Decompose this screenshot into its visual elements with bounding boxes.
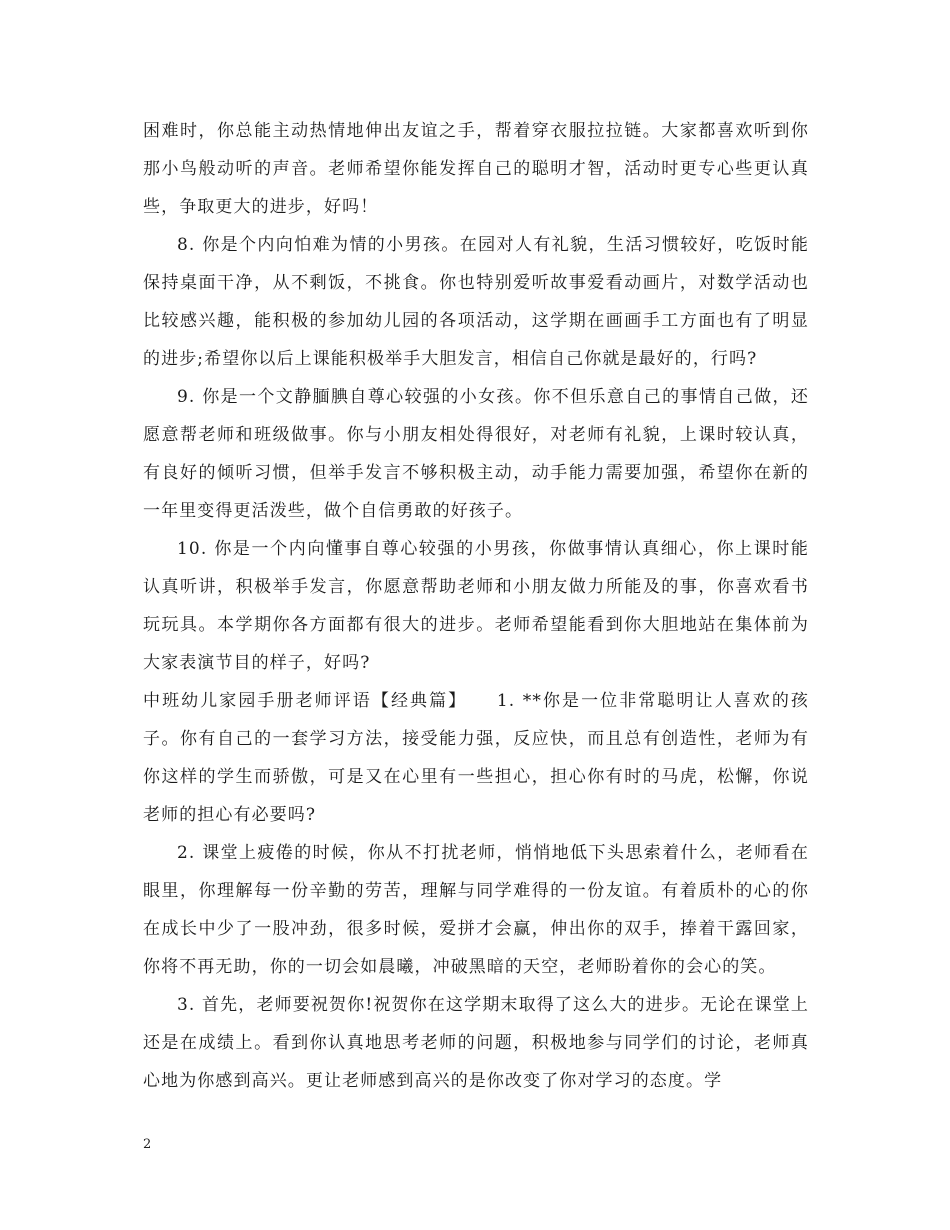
page-number: 2: [143, 1137, 152, 1152]
section-heading-paragraph: 中班幼儿家园手册老师评语【经典篇】 1. **你是一位非常聪明让人喜欢的孩子。你有自己的一套学习方法，接受能力强，反应快，而且总有创造性，老师为有你这样的学生而骄傲，可是又在心里有一些担心，担心你有时的马虎，松懈，你说老师的担心有必要吗?: [143, 691, 809, 825]
paragraph-item-2: 2. 课堂上疲倦的时候，你从不打扰老师，悄悄地低下头思索着什么，老师看在眼里，你理解每一份辛勤的劳苦，理解与同学难得的一份友谊。有着质朴的心的你在成长中少了一股冲劲，很多时候，爱拼才会赢，伸出你的双手，捧着干露回家，你将不再无助，你的一切会如晨曦，冲破黑暗的天空，老师盼着你的会心的笑。: [143, 843, 809, 977]
paragraph-item-3: 3. 首先，老师要祝贺你!祝贺你在这学期末取得了这么大的进步。无论在课堂上还是在成绩上。看到你认真地思考老师的问题，积极地参与同学们的讨论，老师真心地为你感到高兴。更让老师感到高兴的是你改变了你对学习的态度。学: [143, 995, 809, 1091]
document-body: [143, 112, 809, 1100]
paragraph-item-9: 9. 你是一个文静腼腆自尊心较强的小女孩。你不但乐意自己的事情自己做，还愿意帮老师和班级做事。你与小朋友相处得很好，对老师有礼貌，上课时较认真，有良好的倾听习惯，但举手发言不够积极主动，动手能力需要加强，希望你在新的一年里变得更活泼些，做个自信勇敢的好孩子。: [143, 387, 809, 521]
paragraph-item-8: 8. 你是个内向怕难为情的小男孩。在园对人有礼貌，生活习惯较好，吃饭时能保持桌面干净，从不剩饭，不挑食。你也特别爱听故事爱看动画片，对数学活动也比较感兴趣，能积极的参加幼儿园的各项活动，这学期在画画手工方面也有了明显的进步;希望你以后上课能积极举手大胆发言，相信自己你就是最好的，行吗?: [143, 235, 809, 369]
paragraph-continued: 困难时，你总能主动热情地伸出友谊之手，帮着穿衣服拉拉链。大家都喜欢听到你那小鸟般动听的声音。老师希望你能发挥自己的聪明才智，活动时更专心些更认真些，争取更大的进步，好吗！: [143, 121, 809, 217]
paragraph-item-10: 10. 你是一个内向懂事自尊心较强的小男孩，你做事情认真细心，你上课时能认真听讲，积极举手发言，你愿意帮助老师和小朋友做力所能及的事，你喜欢看书玩玩具。本学期你各方面都有很大的进步。老师希望能看到你大胆地站在集体前为大家表演节目的样子，好吗?: [143, 539, 809, 673]
